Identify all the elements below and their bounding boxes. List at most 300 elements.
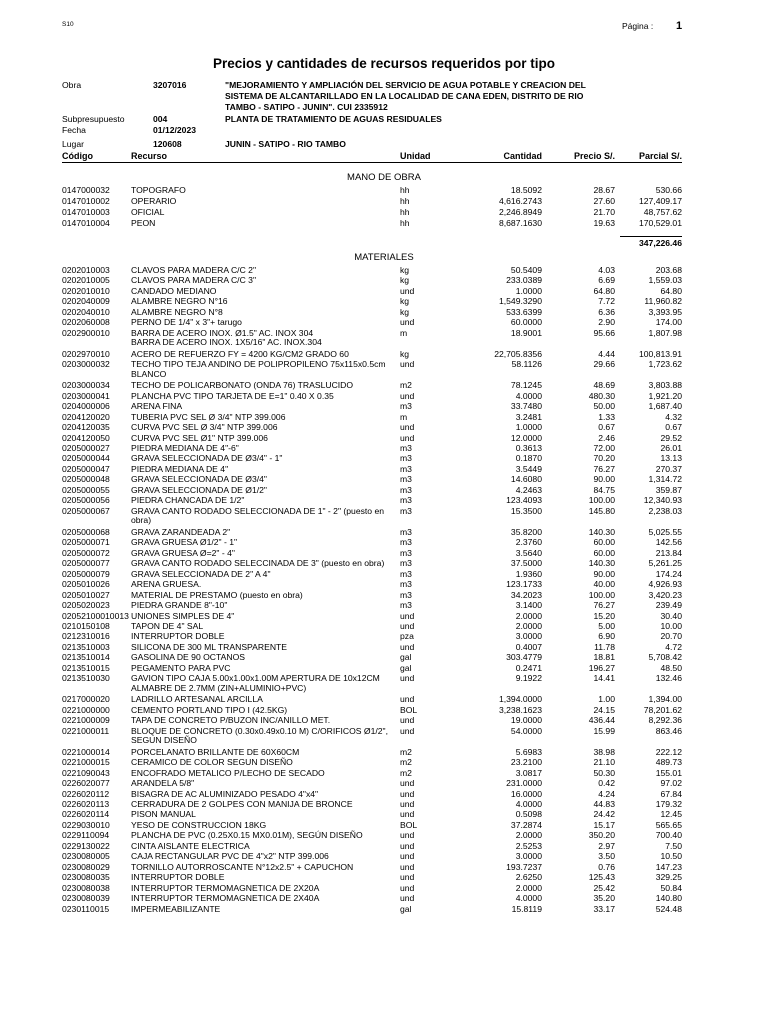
cell-resource: PIEDRA GRANDE 8"-10" [131, 600, 228, 611]
cell-price: 72.00 [593, 442, 615, 453]
cell-price: 24.42 [593, 809, 615, 820]
page-number: 1 [676, 20, 683, 32]
cell-price: 480.30 [588, 390, 615, 401]
cell-unit: und [400, 359, 415, 370]
cell-quantity: 18.9001 [510, 327, 542, 338]
table-row [62, 872, 682, 883]
cell-price: 0.76 [598, 861, 615, 872]
table-row [62, 883, 682, 894]
cell-resource: CLAVOS PARA MADERA C/C 3" [131, 275, 256, 286]
cell-quantity: 0.5098 [515, 809, 542, 820]
cell-unit: und [400, 861, 415, 872]
cell-partial: 0.67 [665, 422, 682, 433]
cell-price: 140.30 [588, 558, 615, 569]
col-unidad: Unidad [400, 151, 431, 161]
cell-price: 196.27 [588, 662, 615, 673]
cell-code: 0204120020 [62, 411, 110, 422]
cell-unit: und [400, 778, 415, 789]
cell-resource: PLANCHA PVC TIPO TARJETA DE E=1" 0.40 X 0.35 [131, 390, 334, 401]
section-title-mano-de-obra: MANO DE OBRA [347, 172, 421, 183]
cell-resource: PEON [131, 217, 156, 228]
cell-resource: GRAVA CANTO RODADO SELECCINADA DE 3" (puesto en obra) [131, 558, 385, 569]
cell-unit: m3 [400, 474, 412, 485]
cell-code: 0205020023 [62, 600, 110, 611]
cell-partial: 10.50 [660, 851, 682, 862]
cell-price: 33.17 [593, 903, 615, 914]
cell-resource: TUBERIA PVC SEL Ø 3/4" NTP 399.006 [131, 411, 286, 422]
cell-quantity: 3.0000 [515, 851, 542, 862]
cell-quantity: 2,246.8949 [498, 206, 542, 217]
cell-unit: und [400, 798, 415, 809]
cell-quantity: 4.2463 [515, 484, 542, 495]
cell-partial: 4.32 [665, 411, 682, 422]
cell-quantity: 3.5449 [515, 463, 542, 474]
cell-code: 0147010002 [62, 195, 110, 206]
cell-code: 0202040009 [62, 296, 110, 307]
cell-price: 5.00 [598, 620, 615, 631]
cell-resource: CINTA AISLANTE ELECTRICA [131, 840, 250, 851]
cell-code: 0221000000 [62, 704, 110, 715]
cell-resource: CEMENTO PORTLAND TIPO I (42.5KG) [131, 704, 288, 715]
cell-code: 0205000047 [62, 463, 110, 474]
cell-quantity: 2.0000 [515, 882, 542, 893]
fecha-value: 01/12/2023 [153, 125, 197, 135]
cell-resource: CANDADO MEDIANO [131, 285, 217, 296]
cell-unit: m3 [400, 537, 412, 548]
cell-unit: und [400, 882, 415, 893]
cell-quantity: 1,394.0000 [498, 694, 542, 705]
cell-code: 0202010003 [62, 265, 110, 275]
subpresupuesto-desc: PLANTA DE TRATAMIENTO DE AGUAS RESIDUALES [225, 114, 442, 124]
cell-code: 0221000015 [62, 757, 110, 768]
cell-code: 0202010005 [62, 275, 110, 286]
cell-unit: pza [400, 631, 414, 642]
cell-partial: 174.00 [655, 317, 682, 328]
cell-partial: 67.84 [660, 788, 682, 799]
cell-partial: 270.37 [655, 463, 682, 474]
cell-quantity: 2.5253 [515, 840, 542, 851]
cell-unit: m3 [400, 442, 412, 453]
cell-resource: MATERIAL DE PRESTAMO (puesto en obra) [131, 589, 303, 600]
table-row [62, 621, 682, 632]
cell-resource: SILICONA DE 300 ML TRANSPARENTE [131, 641, 288, 652]
cell-quantity: 3.1400 [515, 600, 542, 611]
cell-partial: 8,292.36 [648, 715, 682, 726]
cell-partial: 5,261.25 [648, 558, 682, 569]
cell-quantity: 15.8119 [511, 903, 542, 914]
cell-code: 0221000011 [62, 725, 110, 736]
table-row [62, 893, 682, 904]
cell-partial: 1,559.03 [648, 275, 682, 286]
cell-resource: CURVA PVC SEL Ø1" NTP 399.006 [131, 432, 268, 443]
cell-quantity: 2.0000 [515, 620, 542, 631]
subpresupuesto-label: Subpresupuesto [62, 114, 125, 124]
cell-unit: und [400, 851, 415, 862]
cell-resource: CURVA PVC SEL Ø 3/4" NTP 399.006 [131, 422, 278, 433]
cell-partial: 213.84 [655, 547, 682, 558]
cell-partial: 64.80 [660, 285, 682, 296]
cell-resource: GASOLINA DE 90 OCTANOS [131, 652, 245, 663]
cell-quantity: 3,238.1623 [498, 704, 542, 715]
mano-de-obra-subtotal: 347,226.46 [638, 238, 682, 248]
cell-unit: und [400, 725, 415, 736]
cell-price: 11.78 [594, 641, 615, 652]
cell-code: 0221000009 [62, 715, 110, 726]
cell-unit: und [400, 641, 415, 652]
cell-resource: GRAVA SELECCIONADA DE Ø3/4" - 1" [131, 453, 283, 464]
cell-code: 0221090043 [62, 767, 110, 778]
table-row [62, 317, 682, 328]
cell-price: 50.00 [593, 401, 615, 412]
cell-code: 0230080039 [62, 893, 110, 904]
cell-resource: PEGAMENTO PARA PVC [131, 662, 231, 673]
cell-price: 60.00 [593, 547, 615, 558]
cell-code: 0230080035 [62, 872, 110, 883]
cell-price: 60.00 [593, 537, 615, 548]
obra-desc-3: TAMBO - SATIPO - JUNIN". CUI 2335912 [225, 102, 388, 112]
cell-partial: 5,708.42 [648, 652, 682, 663]
cell-resource: GRAVA GRUESA Ø1/2" - 1" [131, 537, 238, 548]
cell-partial: 10.00 [660, 620, 682, 631]
cell-price: 436.44 [588, 715, 615, 726]
cell-unit: und [400, 872, 415, 883]
cell-code: 0202040010 [62, 306, 110, 317]
cell-resource: PORCELANATO BRILLANTE DE 60X60CM [131, 746, 300, 757]
cell-quantity: 4.0000 [515, 390, 542, 401]
cell-quantity: 35.8200 [510, 526, 542, 537]
cell-price: 18.81 [593, 652, 615, 663]
cell-price: 76.27 [593, 600, 615, 611]
cell-resource: BARRA DE ACERO INOX. Ø1.5" AC. INOX 304 [131, 327, 314, 338]
cell-resource: TECHO DE POLICARBONATO (ONDA 76) TRASLUCIDO [131, 380, 354, 391]
cell-unit: und [400, 694, 415, 705]
cell-partial: 4.72 [665, 641, 682, 652]
cell-partial: 100,813.91 [638, 348, 682, 359]
cell-unit: und [400, 285, 415, 296]
cell-price: 6.36 [598, 306, 615, 317]
cell-resource: ALAMBRE NEGRO N°8 [131, 306, 223, 317]
cell-resource: GAVION TIPO CAJA 5.00x1.00x1.00M APERTURA DE 10x12CM [131, 673, 380, 684]
cell-quantity: 3.5640 [515, 547, 542, 558]
cell-code: 0205000048 [62, 474, 110, 485]
cell-resource: CLAVOS PARA MADERA C/C 2" [131, 265, 256, 275]
cell-resource: OFICIAL [131, 206, 165, 217]
cell-partial: 147.23 [655, 861, 682, 872]
cell-price: 100.00 [588, 495, 615, 506]
table-row [62, 590, 682, 601]
table-row [62, 757, 682, 768]
cell-price: 4.24 [598, 788, 615, 799]
section-title-materiales: MATERIALES [354, 252, 414, 263]
cell-quantity: 303.4779 [506, 652, 542, 663]
table-row [62, 474, 682, 485]
table-row [62, 286, 682, 297]
cell-price: 0.42 [598, 778, 615, 789]
table-row [62, 506, 682, 517]
cell-code: 0213510015 [62, 662, 110, 673]
cell-resource: IMPERMEABILIZANTE [131, 903, 221, 914]
cell-resource: INTERRUPTOR DOBLE [131, 631, 225, 642]
cell-price: 2.46 [598, 432, 615, 443]
cell-partial: 140.80 [655, 893, 682, 904]
cell-quantity: 0.1870 [515, 453, 542, 464]
cell-code: 0205000027 [62, 442, 110, 453]
table-row [62, 809, 682, 820]
cell-price: 28.67 [593, 185, 615, 195]
cell-code: 0213510003 [62, 641, 110, 652]
table-row [62, 464, 682, 475]
cell-resource: TOPOGRAFO [131, 185, 186, 195]
cell-unit: und [400, 390, 415, 401]
cell-unit: m3 [400, 495, 412, 506]
cell-quantity: 5.6983 [515, 746, 542, 757]
cell-code: 0213510030 [62, 673, 110, 684]
cell-quantity: 2.3760 [515, 537, 542, 548]
cell-code: 0212310016 [62, 631, 110, 642]
cell-unit: BOL [400, 819, 418, 830]
cell-unit: und [400, 610, 415, 621]
cell-resource-continuation: BLANCO [131, 368, 167, 379]
cell-partial: 50.84 [660, 882, 682, 893]
cell-quantity: 1.9360 [515, 568, 542, 579]
cell-price: 25.42 [593, 882, 615, 893]
table-row [62, 600, 682, 611]
cell-resource: PERNO DE 1/4" x 3"+ tarugo [131, 317, 242, 328]
table-row [62, 705, 682, 716]
cell-unit: m2 [400, 757, 412, 768]
cell-code: 0205010026 [62, 579, 110, 590]
table-row [62, 789, 682, 800]
cell-partial: 155.01 [655, 767, 682, 778]
cell-quantity: 22,705.8356 [494, 348, 542, 359]
cell-price: 44.83 [593, 798, 615, 809]
table-row [62, 422, 682, 433]
cell-partial: 170,529.01 [638, 217, 682, 228]
cell-code: 0204000006 [62, 401, 110, 412]
cell-resource: GRAVA SELECCIONADA DE Ø1/2" [131, 484, 267, 495]
cell-unit: und [400, 893, 415, 904]
lugar-code: 120608 [153, 139, 182, 149]
cell-code: 0205000056 [62, 495, 110, 506]
cell-resource: CAJA RECTANGULAR PVC DE 4"x2" NTP 399.006 [131, 851, 329, 862]
obra-code: 3207016 [153, 80, 187, 90]
cell-quantity: 33.7480 [510, 401, 542, 412]
cell-quantity: 3.2481 [515, 411, 542, 422]
cell-resource: TAPA DE CONCRETO P/BUZON INC/ANILLO MET. [131, 715, 331, 726]
cell-code: 0226020077 [62, 778, 110, 789]
cell-partial: 48,757.62 [643, 206, 682, 217]
cell-quantity: 1,549.3290 [498, 296, 542, 307]
cell-price: 15.99 [593, 725, 615, 736]
cell-partial: 12,340.93 [643, 495, 682, 506]
subpresupuesto-code: 004 [153, 114, 168, 124]
cell-quantity: 0.2471 [515, 662, 542, 673]
cell-quantity: 123.4093 [506, 495, 542, 506]
cell-unit: m3 [400, 401, 412, 412]
cell-price: 1.00 [598, 694, 615, 705]
cell-resource: TAPON DE 4" SAL [131, 620, 204, 631]
cell-resource: LADRILLO ARTESANAL ARCILLA [131, 694, 263, 705]
cell-quantity: 533.6399 [506, 306, 542, 317]
cell-partial: 142.56 [655, 537, 682, 548]
cell-quantity: 3.0817 [515, 767, 542, 778]
cell-unit: hh [400, 185, 410, 195]
table-row [62, 296, 682, 307]
cell-quantity: 1.0000 [515, 422, 542, 433]
cell-quantity: 23.2100 [510, 757, 542, 768]
cell-price: 4.03 [598, 265, 615, 275]
cell-quantity: 2.0000 [515, 830, 542, 841]
cell-quantity: 0.4007 [515, 641, 542, 652]
cell-resource: PIEDRA CHANCADA DE 1/2" [131, 495, 245, 506]
cell-partial: 179.32 [655, 798, 682, 809]
cell-resource-continuation: ALMABRE DE 2.7MM (ZIN+ALUMINIO+PVC) [131, 682, 307, 693]
cell-unit: m2 [400, 380, 412, 391]
cell-code: 0205000077 [62, 558, 110, 569]
cell-partial: 2,238.03 [648, 505, 682, 516]
cell-code: 0226020113 [62, 798, 110, 809]
table-row [62, 558, 682, 569]
cell-partial: 13.13 [660, 453, 682, 464]
cell-unit: m3 [400, 547, 412, 558]
cell-resource: UNIONES SIMPLES DE 4" [131, 610, 235, 621]
cell-price: 6.69 [598, 275, 615, 286]
cell-resource: GRAVA SELECCIONADA DE 2" A 4" [131, 568, 271, 579]
col-parcial: Parcial S/. [638, 151, 682, 161]
table-row [62, 820, 682, 831]
cell-quantity: 9.1922 [515, 673, 542, 684]
cell-resource: GRAVA ZARANDEADA 2" [131, 526, 231, 537]
cell-code: 0226020112 [62, 788, 110, 799]
cell-quantity: 12.0000 [510, 432, 542, 443]
col-codigo: Código [62, 151, 93, 161]
cell-quantity: 8,687.1630 [498, 217, 542, 228]
cell-price: 100.00 [588, 589, 615, 600]
cell-price: 38.98 [593, 746, 615, 757]
cell-unit: m [400, 327, 408, 338]
cell-unit: und [400, 715, 415, 726]
table-row [62, 611, 682, 622]
cell-unit: hh [400, 206, 410, 217]
cell-unit: m3 [400, 579, 412, 590]
cell-partial: 1,921.20 [648, 390, 682, 401]
cell-partial: 1,807.98 [648, 327, 682, 338]
cell-quantity: 15.3500 [510, 505, 542, 516]
cell-partial: 174.24 [655, 568, 682, 579]
table-row [62, 799, 682, 810]
cell-unit: und [400, 422, 415, 433]
cell-unit: m3 [400, 453, 412, 464]
cell-resource: INTERRUPTOR TERMOMAGNETICA DE 2X40A [131, 893, 320, 904]
table-row [62, 485, 682, 496]
cell-resource: ALAMBRE NEGRO N°16 [131, 296, 228, 307]
cell-quantity: 60.0000 [510, 317, 542, 328]
cell-unit: kg [400, 296, 410, 307]
cell-partial: 127,409.17 [638, 195, 682, 206]
table-row [62, 495, 682, 506]
cell-unit: kg [400, 348, 410, 359]
table-row [62, 663, 682, 674]
cell-price: 70.20 [593, 453, 615, 464]
cell-resource: ARENA FINA [131, 401, 183, 412]
cell-resource: PLANCHA DE PVC (0.25X0.15 MX0.01M), SEGÚN DISEÑO [131, 830, 363, 841]
cell-partial: 203.68 [655, 265, 682, 275]
cell-code: 0203000032 [62, 359, 110, 370]
cell-price: 21.70 [593, 206, 615, 217]
cell-price: 4.44 [598, 348, 615, 359]
column-header [62, 151, 682, 163]
cell-unit: und [400, 788, 415, 799]
cell-code: 0205000067 [62, 505, 110, 516]
cell-price: 84.75 [593, 484, 615, 495]
cell-partial: 222.12 [655, 746, 682, 757]
table-row [62, 412, 682, 423]
cell-code: 0202900010 [62, 327, 110, 338]
cell-price: 15.20 [593, 610, 615, 621]
cell-resource: TORNILLO AUTORROSCANTE N°12x2.5" + CAPUCHON [131, 861, 354, 872]
cell-unit: m [400, 411, 408, 422]
cell-quantity: 16.0000 [510, 788, 542, 799]
cell-price: 350.20 [588, 830, 615, 841]
table-row [62, 265, 682, 276]
cell-unit: kg [400, 275, 410, 286]
cell-unit: m3 [400, 589, 412, 600]
cell-price: 48.69 [593, 380, 615, 391]
table-row [62, 275, 682, 286]
cell-quantity: 2.6250 [515, 872, 542, 883]
cell-quantity: 0.3613 [515, 442, 542, 453]
cell-code: 0205000044 [62, 453, 110, 464]
cell-partial: 565.65 [655, 819, 682, 830]
cell-code: 0204120035 [62, 422, 110, 433]
cell-partial: 359.87 [655, 484, 682, 495]
cell-code: 0230080038 [62, 882, 110, 893]
cell-resource: OPERARIO [131, 195, 177, 206]
table-row [62, 349, 682, 360]
cell-quantity: 18.5092 [510, 185, 542, 195]
cell-price: 6.90 [598, 631, 615, 642]
cell-quantity: 58.1126 [511, 359, 542, 370]
cell-code: 0204120050 [62, 432, 110, 443]
table-row [62, 652, 682, 663]
cell-partial: 524.48 [655, 903, 682, 914]
cell-quantity: 14.6080 [510, 474, 542, 485]
cell-code: 0147010003 [62, 206, 110, 217]
table-row [62, 185, 682, 196]
cell-price: 140.30 [588, 526, 615, 537]
cell-price: 35.20 [593, 893, 615, 904]
cell-price: 2.97 [598, 840, 615, 851]
cell-partial: 132.46 [655, 673, 682, 684]
cell-code: 0203000041 [62, 390, 110, 401]
fecha-label: Fecha [62, 125, 86, 135]
cell-resource: ARENA GRUESA. [131, 579, 202, 590]
cell-price: 19.63 [593, 217, 615, 228]
table-row [62, 443, 682, 454]
cell-code: 0213510014 [62, 652, 110, 663]
cell-unit: m3 [400, 558, 412, 569]
cell-partial: 30.40 [660, 610, 682, 621]
cell-resource: GRAVA CANTO RODADO SELECCIONADA DE 1" - 2" (puesto en [131, 505, 385, 516]
cell-partial: 5,025.55 [648, 526, 682, 537]
cell-quantity: 37.2874 [510, 819, 542, 830]
cell-unit: m3 [400, 600, 412, 611]
cell-partial: 329.25 [655, 872, 682, 883]
cell-partial: 20.70 [660, 631, 682, 642]
cell-unit: und [400, 840, 415, 851]
table-row [62, 579, 682, 590]
cell-unit: und [400, 830, 415, 841]
